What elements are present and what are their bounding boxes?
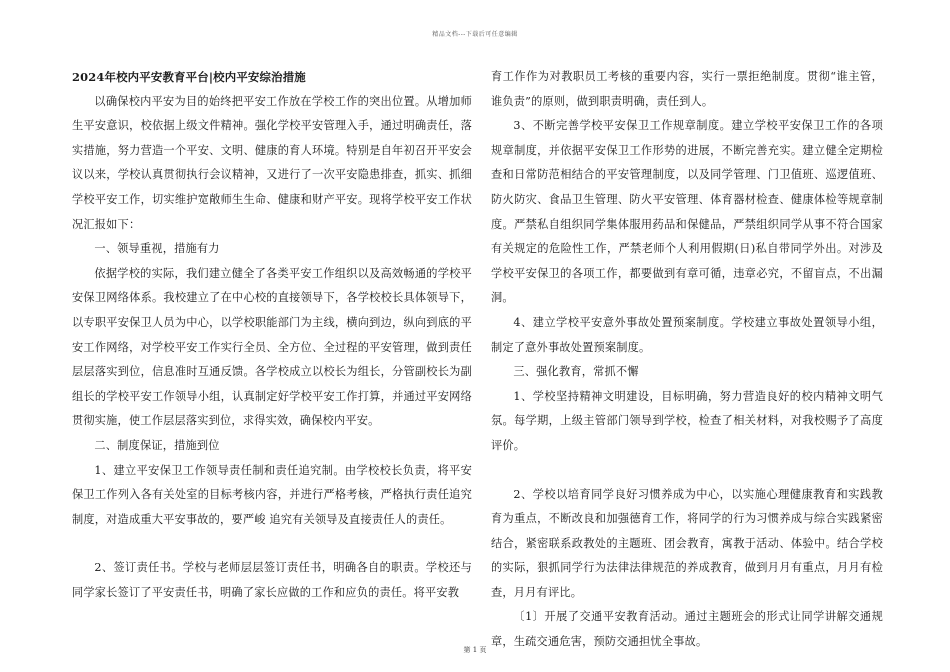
page-header: 精品文档---下载后可任意编辑 [432, 31, 518, 38]
paragraph-edu-2-sub-1: 〔1〕开展了交通平安教育活动。通过主题班会的形式让同学讲解交通规章，生疏交通危害，预防交通担忧全事故。 [491, 610, 883, 649]
document-title: 2024年校内平安教育平台|校内平安综治措施 [72, 70, 306, 84]
page-number: 第 1 页 [463, 646, 487, 654]
paragraph-edu-1: 1、学校坚持精神文明建设，目标明确，努力营造良好的校内精神文明气氛。每学期，上级主管部门领导到学校，检查了相关材料，对我校赐予了高度评价。 [491, 389, 883, 452]
paragraph-item-3: 3、不断完善学校平安保卫工作规章制度。建立学校平安保卫工作的各项规章制度，并依据平安保卫工作形势的进展，不断完善充实。建立健全定期检查和日常防范相结合的平安管理制度，以及同学管理、门卫值班、巡逻值班、防火防灾、食品卫生管理、防火平安管理、体育器材检查、健康体检等规章制度。严禁私自组织同学集体服用药品和保健品，严禁组织同学从事不符合国家有关规定的危险性工作，严禁老师个人利用假期(日)私自带同学外出。对涉及学校平安保卫的各项工作，都要做到有章可循，违章必究，不留盲点，不出漏洞。 [491, 119, 883, 305]
section-heading-3: 三、强化教育，常抓不懈 [513, 365, 639, 379]
right-column [491, 65, 883, 655]
section-heading-2: 二、制度保证，措施到位 [94, 438, 220, 452]
left-column [72, 65, 472, 605]
paragraph-edu-2: 2、学校以培育同学良好习惯养成为中心，以实施心理健康教育和实践教育为重点，不断改良和加强德育工作，将同学的行为习惯养成与综合实践紧密结合，紧密联系政教处的主题班、团会教育，寓教于活动、体验中。结合学校的实际，狠抓同学行为法律法律规范的养成教育，做到月月有重点，月月有检查，月月有评比。 [491, 487, 883, 599]
paragraph-section-1: 依据学校的实际，我们建立健全了各类平安工作组织以及高效畅通的学校平安保卫网络体系。我校建立了在中心校的直接领导下，各学校校长具体领导下，以专职平安保卫人员为中心，以学校职能部门为主线，横向到边，纵向到底的平安工作网络，对学校平安工作实行全员、全方位、全过程的平安管理，做到责任层层落实到位，信息准时互通反馈。各学校成立以校长为组长，分管副校长为副组长的学校平安工作领导小组，认真制定好学校平安工作打算，并通过平安网络贯彻实施，使工作层层落实到位，求得实效，确保校内平安。 [72, 266, 472, 428]
section-heading-1: 一、领导重视，措施有力 [94, 242, 220, 256]
paragraph-item-2-continued: 育工作作为对教职员工考核的重要内容，实行一票拒绝制度。贯彻“谁主管，谁负责”的原则，做到职责明确，责任到人。 [491, 70, 883, 108]
paragraph-item-2: 2、签订责任书。学校与老师层层签订责任书，明确各自的职责。学校还与同学家长签订了平安责任书，明确了家长应做的工作和应负的责任。将平安教 [72, 561, 472, 599]
paragraph-item-1: 1、建立平安保卫工作领导责任制和责任追究制。由学校校长负责，将平安保卫工作列入各有关处室的目标考核内容，并进行严格考核，严格执行责任追究制度，对造成重大平安事故的，要严峻 追究有关领导及直接责任人的责任。 [72, 463, 472, 526]
paragraph-item-4: 4、建立学校平安意外事故处置预案制度。学校建立事故处置领导小组，制定了意外事故处置预案制度。 [491, 315, 883, 354]
paragraph-intro: 以确保校内平安为目的始终把平安工作放在学校工作的突出位置。从增加师生平安意识，校依据上级文件精神。强化学校平安管理入手，通过明确责任，落实措施，努力营造一个平安、文明、健康的育人环境。特别是自年初召开平安会议以来，学校认真贯彻执行会议精神，又进行了一次平安隐患排查，抓实、抓细学校平安工作，切实维护宽敞师生生命、健康和财产平安。现将学校平安工作状况汇报如下： [72, 94, 472, 231]
